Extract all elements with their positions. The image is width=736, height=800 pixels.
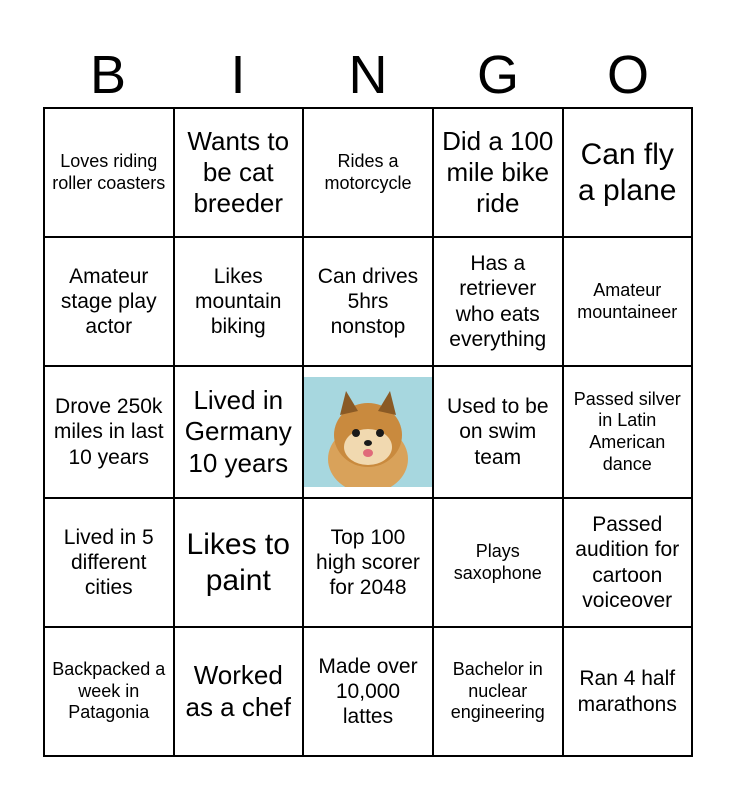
header-letter-o: O (606, 45, 649, 105)
bingo-cell[interactable]: Worked as a chef (174, 627, 304, 756)
bingo-cell[interactable]: Backpacked a week in Patagonia (44, 627, 174, 756)
bingo-cell[interactable]: Lived in Germany 10 years (174, 366, 304, 498)
bingo-cell[interactable]: Amateur mountaineer (563, 237, 693, 366)
header-letter-b: B (89, 45, 127, 105)
bingo-cell[interactable]: Likes mountain biking (174, 237, 304, 366)
bingo-cell[interactable]: Rides a motorcycle (303, 108, 433, 237)
bingo-cell[interactable]: Likes to paint (174, 498, 304, 627)
bingo-cell[interactable]: Wants to be cat breeder (174, 108, 304, 237)
bingo-cell[interactable]: Can fly a plane (563, 108, 693, 237)
bingo-cell[interactable]: Drove 250k miles in last 10 years (44, 366, 174, 498)
bingo-cell[interactable]: Ran 4 half marathons (563, 627, 693, 756)
header-letter-g: G (476, 45, 519, 105)
bingo-header (43, 44, 693, 106)
bingo-cell[interactable]: Passed silver in Latin American dance (563, 366, 693, 498)
header-letter-i: I (230, 45, 246, 105)
header-letter-n: N (348, 45, 388, 105)
bingo-cell[interactable]: Top 100 high scorer for 2048 (303, 498, 433, 627)
pomeranian-dog-icon (304, 377, 432, 487)
bingo-cell[interactable]: Plays saxophone (433, 498, 563, 627)
bingo-cell[interactable]: Made over 10,000 lattes (303, 627, 433, 756)
bingo-cell[interactable]: Loves riding roller coasters (44, 108, 174, 237)
bingo-cell[interactable]: Used to be on swim team (433, 366, 563, 498)
bingo-cell[interactable]: Amateur stage play actor (44, 237, 174, 366)
free-space-cell[interactable] (303, 366, 433, 498)
bingo-grid (43, 107, 693, 757)
bingo-cell[interactable]: Can drives 5hrs nonstop (303, 237, 433, 366)
bingo-cell[interactable]: Bachelor in nuclear engineering (433, 627, 563, 756)
bingo-cell[interactable]: Lived in 5 different cities (44, 498, 174, 627)
bingo-cell[interactable]: Has a retriever who eats everything (433, 237, 563, 366)
bingo-cell[interactable]: Passed audition for cartoon voiceover (563, 498, 693, 627)
bingo-cell[interactable]: Did a 100 mile bike ride (433, 108, 563, 237)
